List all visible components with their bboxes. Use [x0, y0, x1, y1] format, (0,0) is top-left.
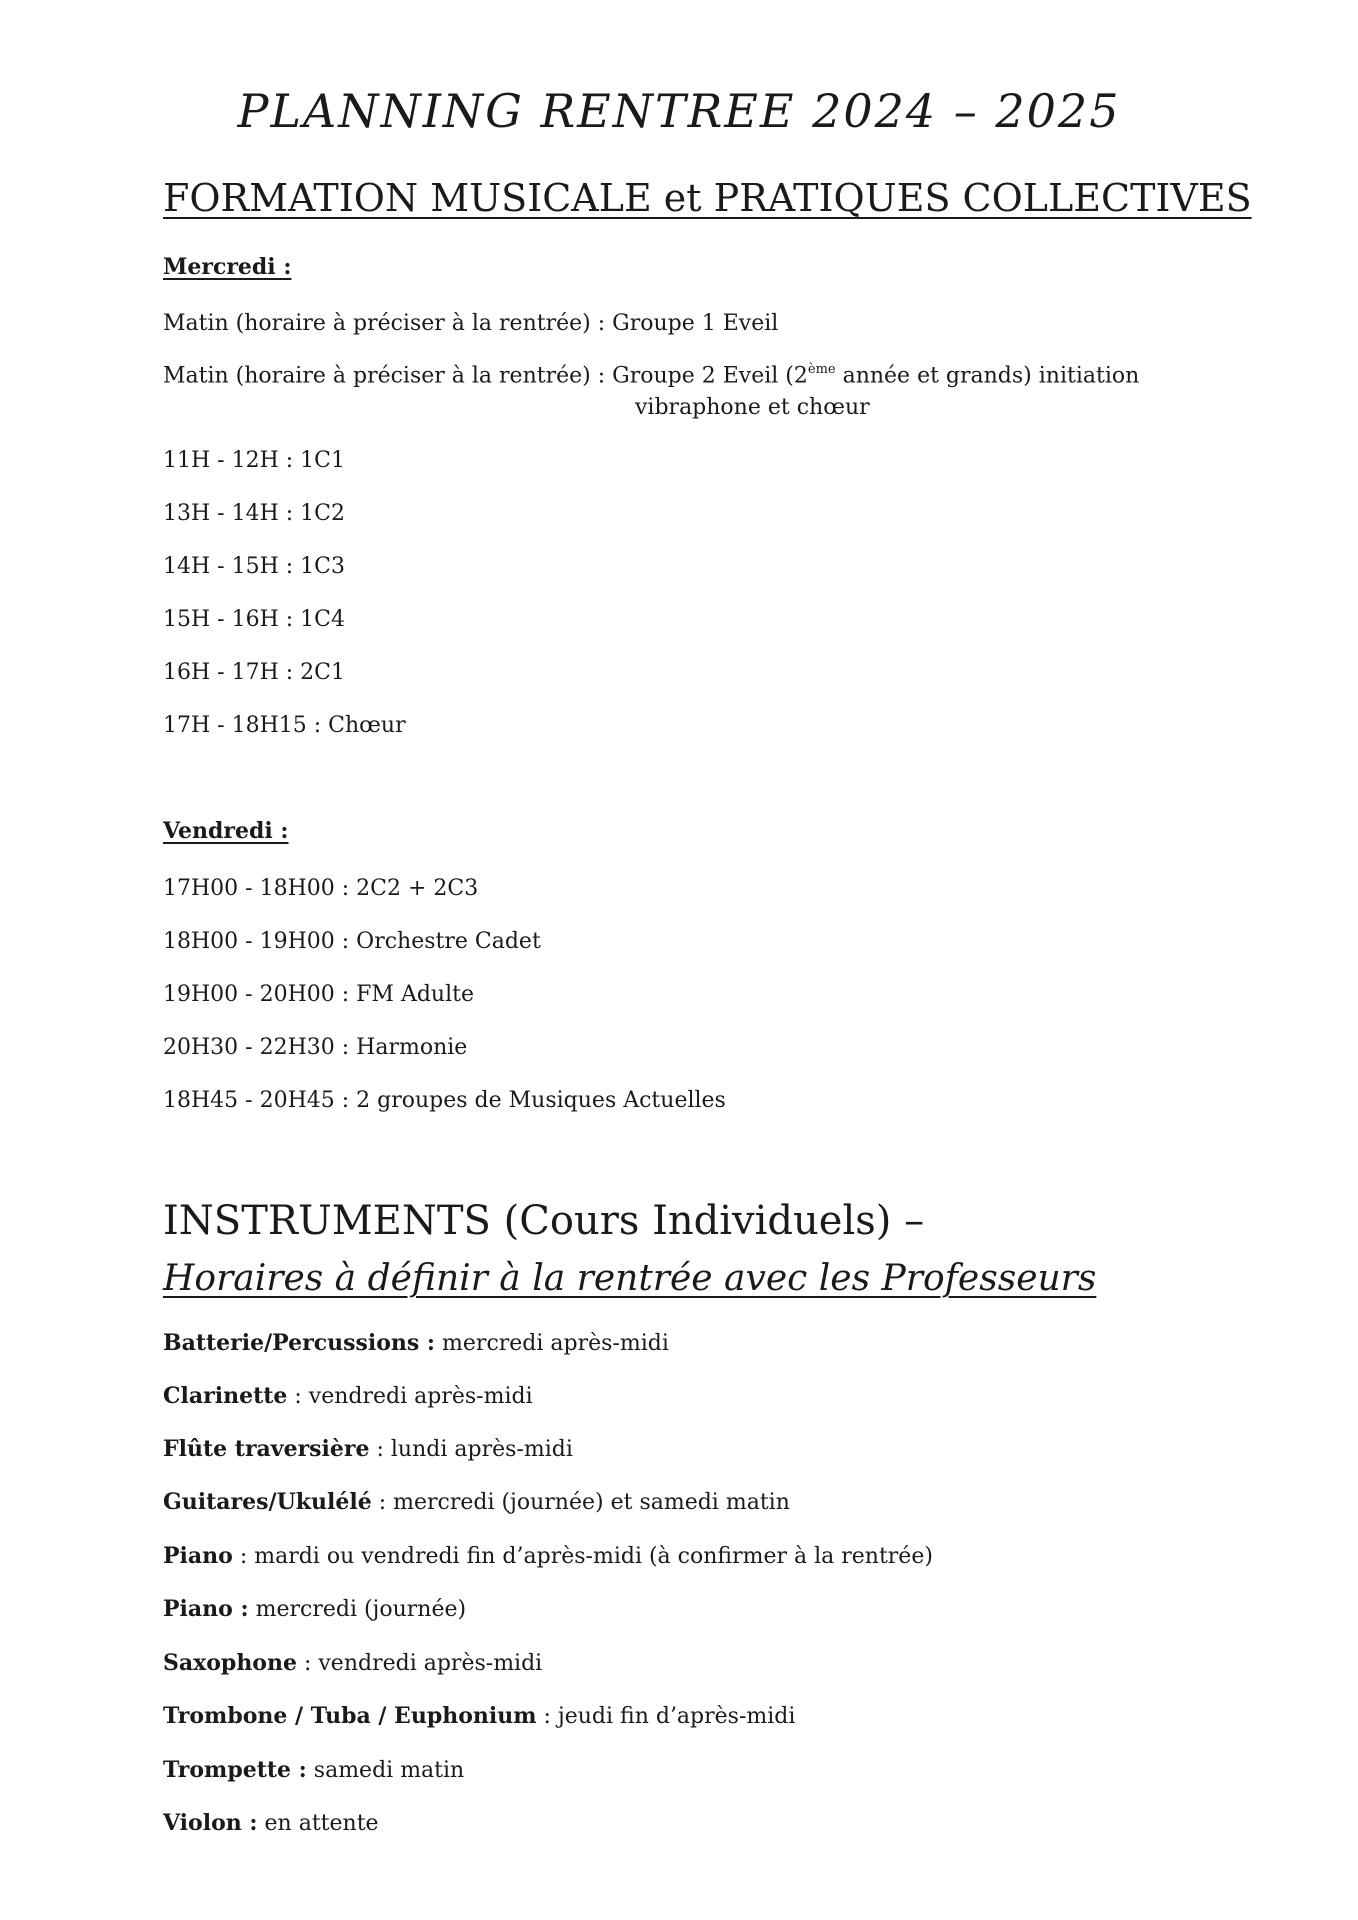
- instrument-name: Batterie/Percussions :: [163, 1330, 436, 1356]
- schedule-slot: 13H - 14H : 1C2: [163, 501, 346, 526]
- instrument-detail: : vendredi après-midi: [296, 1651, 543, 1676]
- instrument-detail: : jeudi fin d’après-midi: [536, 1704, 796, 1729]
- schedule-slot: 17H00 - 18H00 : 2C2 + 2C3: [163, 876, 479, 901]
- instrument-detail: : lundi après-midi: [369, 1437, 573, 1462]
- mercredi-label: Mercredi :: [163, 254, 292, 280]
- schedule-slot: 20H30 - 22H30 : Harmonie: [163, 1035, 468, 1060]
- instrument-name: Trombone / Tuba / Euphonium: [163, 1703, 537, 1729]
- eveil2-suffix: année et grands) initiation: [835, 363, 1140, 389]
- instrument-row: [163, 1810, 379, 1836]
- page-title: PLANNING RENTREE 2024 – 2025: [237, 84, 1121, 138]
- schedule-slot: 15H - 16H : 1C4: [163, 607, 346, 632]
- schedule-slot: 11H - 12H : 1C1: [163, 448, 346, 473]
- eveil2-prefix: Matin (horaire à préciser à la rentrée) : Groupe 2 Eveil (2: [163, 363, 808, 389]
- instrument-detail: mercredi après-midi: [435, 1331, 669, 1356]
- instrument-detail: en attente: [257, 1811, 379, 1836]
- instrument-row: [163, 1757, 464, 1783]
- instrument-detail: samedi matin: [306, 1758, 465, 1783]
- instruments-subheading: Horaires à définir à la rentrée avec les Professeurs: [163, 1258, 1097, 1299]
- instrument-detail: : vendredi après-midi: [287, 1384, 533, 1409]
- mercredi-eveil-2-continued: vibraphone et chœur: [635, 395, 870, 420]
- instrument-detail: mercredi (journée): [248, 1597, 467, 1622]
- instrument-row: [163, 1383, 533, 1409]
- mercredi-eveil-1: Matin (horaire à préciser à la rentrée) : Groupe 1 Eveil: [163, 311, 779, 336]
- eveil2-superscript: ème: [807, 362, 836, 377]
- instrument-row: [163, 1330, 669, 1356]
- schedule-slot: 18H45 - 20H45 : 2 groupes de Musiques Actuelles: [163, 1088, 726, 1113]
- instrument-detail: : mercredi (journée) et samedi matin: [371, 1490, 790, 1515]
- formation-heading: FORMATION MUSICALE et PRATIQUES COLLECTIVES: [163, 176, 1252, 220]
- instrument-name: Flûte traversière: [163, 1436, 370, 1462]
- vendredi-label: Vendredi :: [163, 818, 289, 844]
- instrument-row: [163, 1489, 790, 1515]
- schedule-slot: 16H - 17H : 2C1: [163, 660, 346, 685]
- instrument-name: Piano :: [163, 1596, 249, 1622]
- instrument-name: Piano: [163, 1543, 233, 1569]
- instrument-row: [163, 1543, 933, 1569]
- instrument-name: Clarinette: [163, 1383, 288, 1409]
- instruments-heading: INSTRUMENTS (Cours Individuels) –: [163, 1198, 925, 1244]
- instrument-name: Violon :: [163, 1810, 258, 1836]
- instrument-name: Saxophone: [163, 1650, 297, 1676]
- mercredi-eveil-2: [163, 363, 1139, 388]
- instrument-name: Trompette :: [163, 1757, 307, 1783]
- instrument-name: Guitares/Ukulélé: [163, 1489, 372, 1515]
- instrument-row: [163, 1703, 795, 1729]
- instrument-row: [163, 1596, 466, 1622]
- schedule-slot: 17H - 18H15 : Chœur: [163, 713, 406, 738]
- schedule-slot: 18H00 - 19H00 : Orchestre Cadet: [163, 929, 541, 954]
- schedule-slot: 14H - 15H : 1C3: [163, 554, 346, 579]
- instrument-row: [163, 1650, 542, 1676]
- schedule-slot: 19H00 - 20H00 : FM Adulte: [163, 982, 474, 1007]
- instrument-detail: : mardi ou vendredi fin d’après-midi (à confirmer à la rentrée): [232, 1544, 933, 1569]
- instrument-row: [163, 1436, 573, 1462]
